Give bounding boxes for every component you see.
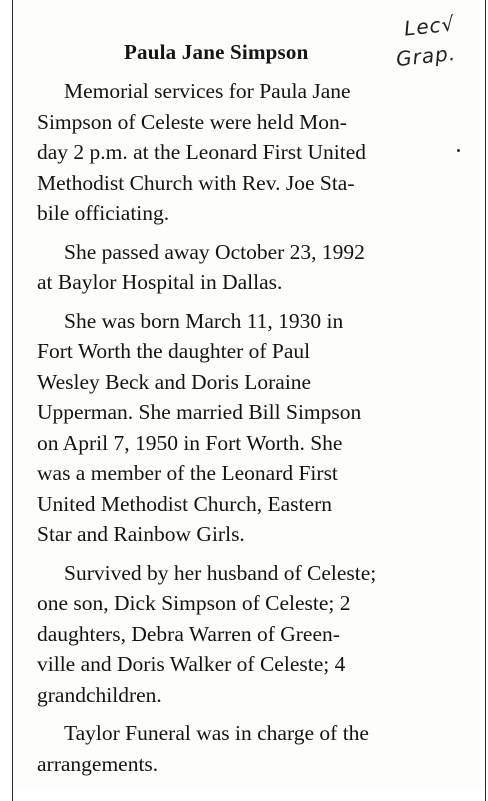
text-line: arrangements. <box>37 751 159 776</box>
text-line: Simpson of Celeste were held Mon- <box>37 109 347 134</box>
text-line: Taylor Funeral was in charge of the <box>64 721 369 745</box>
text-line: Survived by her husband of Celeste; <box>64 560 377 585</box>
text-line: Wesley Beck and Doris Loraine <box>37 369 312 394</box>
text-line: Memorial services for Paula Jane <box>64 79 351 103</box>
text-line: Methodist Church with Rev. Joe Sta- <box>37 170 355 195</box>
text-line: one son, Dick Simpson of Celeste; 2 <box>37 591 351 615</box>
paragraph-biography <box>37 306 469 550</box>
text-line: Star and Rainbow Girls. <box>37 522 245 546</box>
handwritten-note-line-2: Grap. <box>394 40 458 72</box>
paragraph-passed-away <box>37 237 469 298</box>
text-line: She was born March 11, 1930 in <box>64 308 344 333</box>
paragraph-arrangements <box>37 718 469 779</box>
obituary-title: Paula Jane Simpson <box>124 40 309 64</box>
text-line: She passed away October 23, 1992 <box>64 239 365 264</box>
text-line: ville and Doris Walker of Celeste; 4 <box>37 652 346 676</box>
text-line: United Methodist Church, Eastern <box>37 491 332 516</box>
paragraph-memorial-services <box>37 76 469 229</box>
clipping-torn-edge <box>13 789 485 801</box>
text-line: was a member of the Leonard First <box>37 461 338 485</box>
text-line: grandchildren. <box>37 682 162 707</box>
text-line: Fort Worth the daughter of Paul <box>37 339 311 363</box>
text-line: on April 7, 1950 in Fort Worth. She <box>37 430 343 455</box>
text-line: daughters, Debra Warren of Green- <box>37 621 340 646</box>
paragraph-survivors <box>37 558 469 711</box>
handwritten-note-line-1: Lec√ <box>402 11 457 41</box>
text-line: Upperman. She married Bill Simpson <box>37 400 362 424</box>
text-line: bile officiating. <box>37 201 170 225</box>
text-line: day 2 p.m. at the Leonard First United <box>37 140 366 164</box>
text-line: at Baylor Hospital in Dallas. <box>37 270 283 294</box>
obituary-body <box>37 76 469 779</box>
